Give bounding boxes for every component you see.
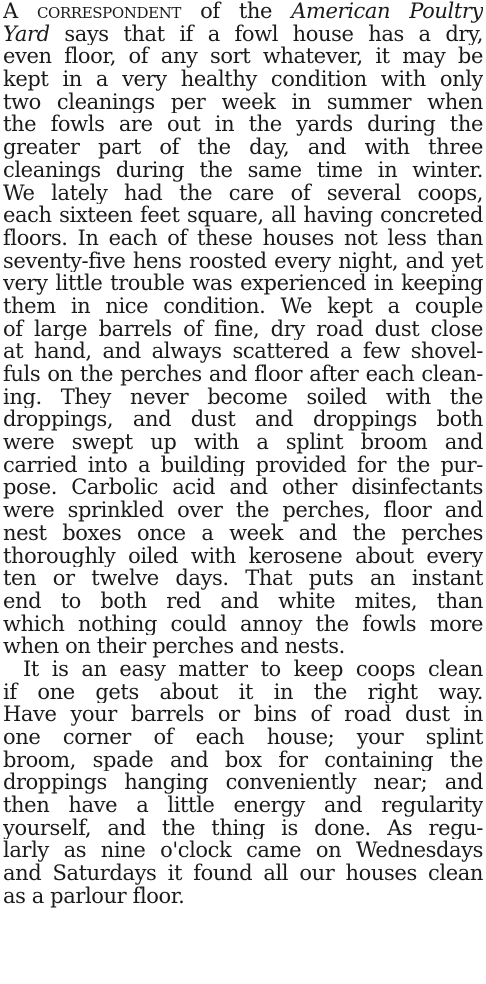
text-segment: broom, spade and box for containing the — [3, 748, 483, 772]
text-line — [3, 91, 483, 114]
text-segment: as a parlour floor. — [3, 884, 185, 908]
text-segment: yourself, and the thing is done. As regu- — [3, 816, 483, 840]
text-line — [3, 340, 483, 363]
article-paragraph — [3, 658, 483, 908]
text-line — [3, 408, 483, 431]
text-line — [3, 318, 483, 341]
article-paragraph — [3, 0, 483, 658]
text-segment: ing. They never become soiled with the — [3, 385, 483, 409]
text-line — [3, 635, 483, 658]
text-line — [3, 522, 483, 545]
text-segment: floors. In each of these houses not less than — [3, 226, 483, 250]
text-segment: of the — [180, 0, 292, 23]
text-line — [3, 590, 483, 613]
text-line — [3, 499, 483, 522]
text-segment: end to both red and white mites, than — [3, 589, 483, 613]
text-segment: American Poultry — [291, 0, 483, 23]
text-line — [3, 431, 483, 454]
text-segment: fuls on the perches and floor after each clean- — [3, 363, 483, 386]
text-line — [3, 613, 483, 636]
text-line — [3, 885, 483, 908]
text-segment: It is an easy matter to keep coops clean — [23, 657, 483, 681]
text-line — [3, 363, 483, 386]
text-line — [3, 454, 483, 477]
text-line — [3, 204, 483, 227]
text-line — [3, 182, 483, 205]
text-segment: the fowls are out in the yards during the — [3, 113, 483, 137]
text-line — [3, 839, 483, 862]
text-segment: at hand, and always scattered a few shovel- — [3, 340, 483, 363]
text-segment: were sprinkled over the perches, floor and — [3, 499, 483, 522]
text-segment: larly as nine o'clock came on Wednesdays — [3, 839, 483, 863]
text-segment: cleanings during the same time in winter. — [3, 158, 483, 182]
text-segment: kept in a very healthy condition with only — [3, 68, 483, 91]
text-segment: then have a little energy and regularity — [3, 794, 483, 817]
text-segment: ten or twelve days. That puts an instant — [3, 567, 483, 590]
text-segment: A — [3, 0, 37, 23]
text-segment: seventy-five hens roosted every night, and yet — [3, 249, 483, 273]
text-segment: were swept up with a splint broom and — [3, 431, 483, 454]
text-line — [3, 862, 483, 885]
text-line — [3, 23, 483, 46]
text-line — [3, 771, 483, 794]
text-line — [3, 567, 483, 590]
text-line — [3, 386, 483, 409]
text-segment: Yard — [3, 22, 50, 46]
text-line — [3, 749, 483, 772]
text-line — [3, 658, 483, 681]
text-line — [3, 250, 483, 273]
text-segment: one corner of each house; your splint — [3, 726, 483, 749]
text-segment: droppings hanging conveniently near; and — [3, 771, 483, 795]
text-segment: them in nice condition. We kept a couple — [3, 294, 483, 318]
text-segment: thoroughly oiled with kerosene about every — [3, 544, 483, 568]
text-segment: nest boxes once a week and the perches — [3, 521, 483, 545]
text-segment: correspondent — [36, 0, 181, 23]
text-segment: greater part of the day, and with three — [3, 136, 483, 159]
text-segment: each sixteen feet square, all having concreted — [3, 204, 483, 227]
text-line — [3, 794, 483, 817]
text-line — [3, 817, 483, 840]
text-line — [3, 476, 483, 499]
text-line — [3, 45, 483, 68]
text-line — [3, 227, 483, 250]
article-column — [3, 0, 483, 908]
text-segment: and Saturdays it found all our houses clean — [3, 862, 483, 885]
text-line — [3, 113, 483, 136]
text-line — [3, 703, 483, 726]
text-segment: very little trouble was experienced in keeping — [3, 272, 483, 295]
text-line — [3, 272, 483, 295]
text-line — [3, 0, 483, 23]
text-segment: We lately had the care of several coops, — [3, 181, 483, 205]
text-segment: carried into a building provided for the pur- — [3, 453, 483, 477]
text-segment: says that if a fowl house has a dry, — [49, 22, 483, 46]
text-line — [3, 295, 483, 318]
text-segment: droppings, and dust and droppings both — [3, 408, 483, 432]
text-line — [3, 726, 483, 749]
text-segment: if one gets about it in the right way. — [3, 680, 483, 704]
text-line — [3, 545, 483, 568]
text-line — [3, 68, 483, 91]
text-segment: which nothing could annoy the fowls more — [3, 612, 483, 636]
text-line — [3, 681, 483, 704]
text-line — [3, 159, 483, 182]
text-segment: pose. Carbolic acid and other disinfectants — [3, 476, 483, 500]
text-segment: two cleanings per week in summer when — [3, 90, 483, 114]
text-line — [3, 136, 483, 159]
text-segment: Have your barrels or bins of road dust in — [3, 703, 483, 726]
text-segment: of large barrels of fine, dry road dust close — [3, 317, 483, 341]
text-segment: when on their perches and nests. — [3, 635, 345, 658]
text-segment: even floor, of any sort whatever, it may be — [3, 45, 483, 69]
